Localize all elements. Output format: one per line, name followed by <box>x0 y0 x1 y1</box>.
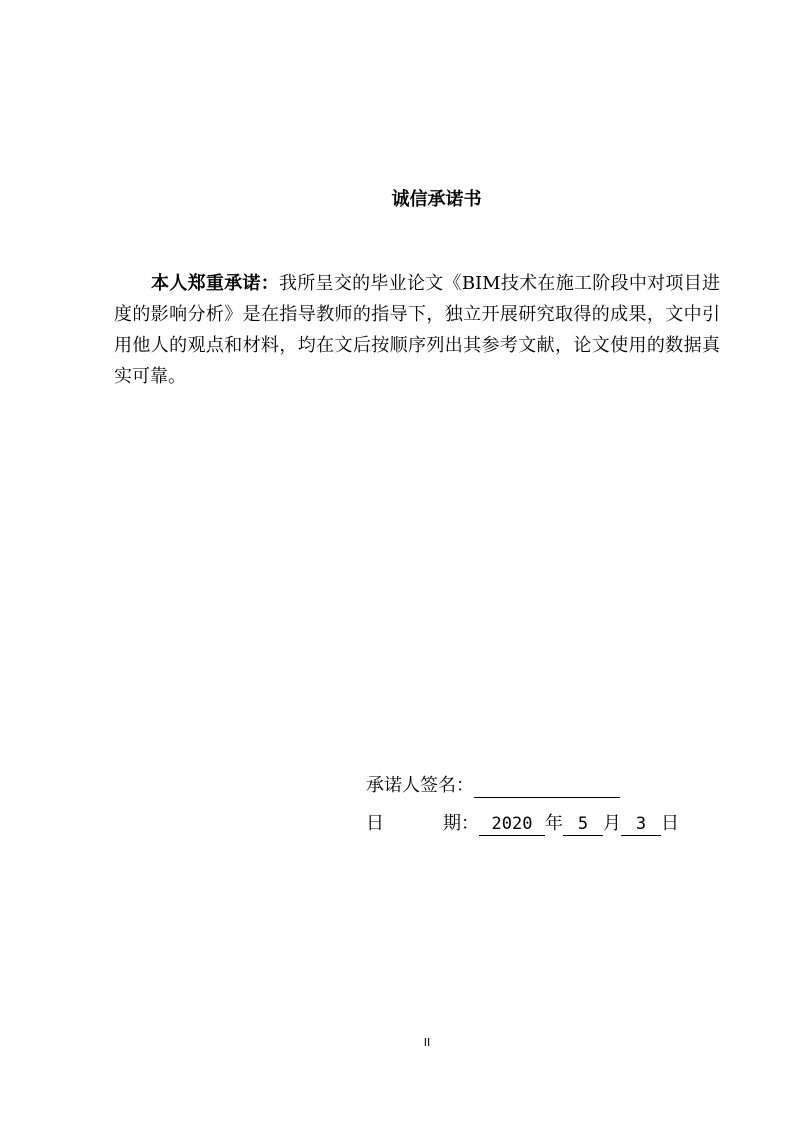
date-label-period-char: 期： <box>443 813 479 834</box>
page-number: II <box>423 1036 431 1049</box>
date-year-unit: 年 <box>545 813 563 834</box>
statement-body: 我所呈交的毕业论文《BIM技术在施工阶段中对项目进度的影响分析》是在指导教师的指导下，独立开展研究取得的成果，文中引用他人的观点和材料，均在文后按顺序列出其参考文献，论文使用的数据真实可靠。 <box>114 273 720 387</box>
date-day-unit: 日 <box>661 813 679 834</box>
signer-signature-line[interactable] <box>474 777 620 798</box>
signature-block <box>366 768 726 836</box>
integrity-statement <box>114 268 720 392</box>
statement-lead: 本人郑重承诺： <box>151 273 279 294</box>
document-title: 诚信承诺书 <box>391 189 482 210</box>
signer-label: 承诺人签名： <box>366 775 474 796</box>
date-month-unit: 月 <box>603 813 621 834</box>
date-day-field[interactable]: 3 <box>621 813 661 836</box>
date-row <box>366 806 726 836</box>
date-year-field[interactable]: 2020 <box>479 813 545 836</box>
signer-row <box>366 768 726 798</box>
date-month-field[interactable]: 5 <box>563 813 603 836</box>
date-label-day-char: 日 <box>366 813 384 834</box>
